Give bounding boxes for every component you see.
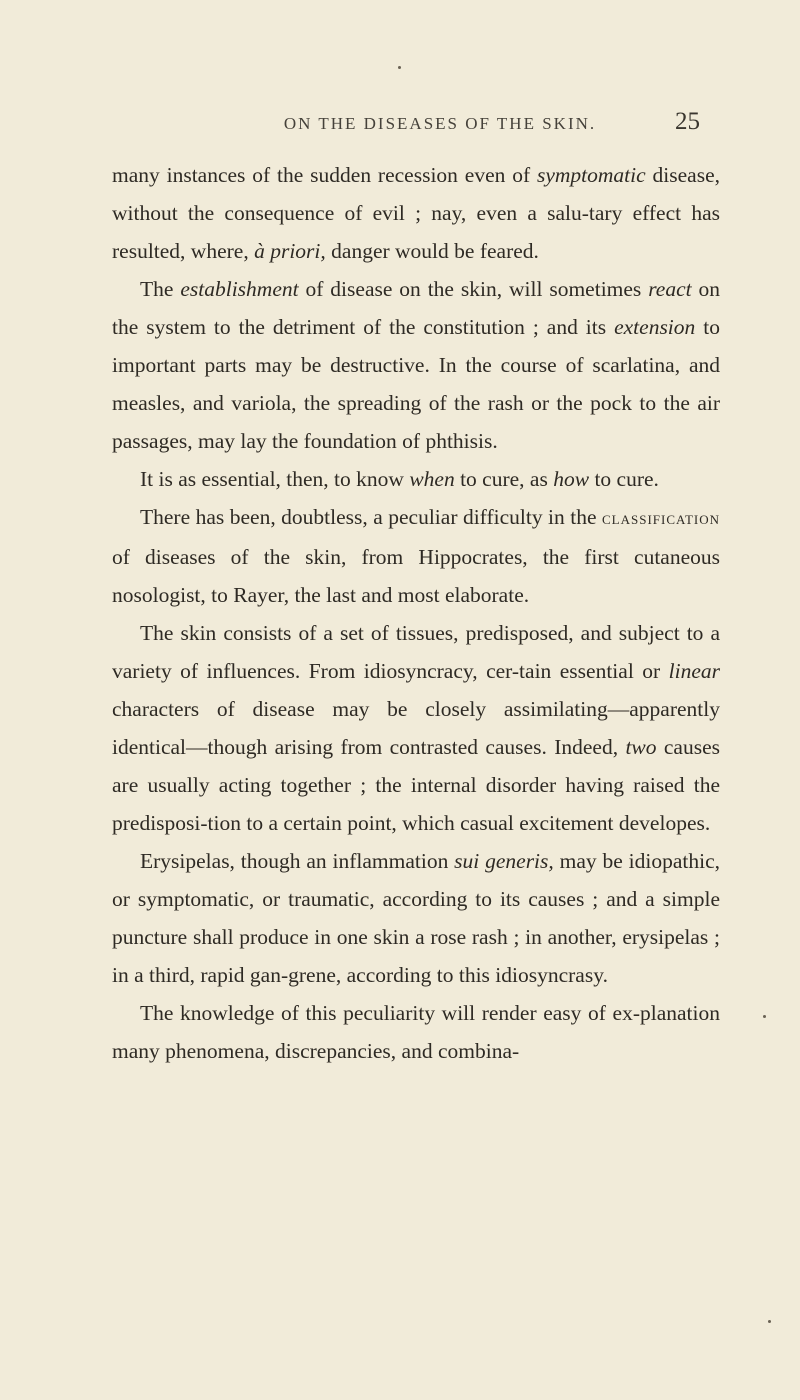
text-run: to cure. [589,467,659,491]
text-run: It is as essential, then, to know [140,467,410,491]
italic-text: when [409,467,455,491]
italic-text: two [625,735,657,759]
text-run: characters of disease may be closely assimilating—apparently identical—though arising from contrasted causes. Indeed, [112,697,720,759]
paragraph [112,156,720,270]
text-run: There has been, doubtless, a peculiar difficulty in the [140,505,602,529]
running-head [0,108,800,144]
paragraph [112,994,720,1070]
italic-text: linear [668,659,720,683]
paragraph [112,460,720,498]
text-run: The knowledge of this peculiarity will render easy of ex-planation many phenomena, discrepancies, and combina- [112,1001,720,1063]
italic-text: extension [614,315,696,339]
text-run: many instances of the sudden recession even of [112,163,537,187]
print-speck [398,66,401,69]
paragraph [112,614,720,842]
text-run: The [140,277,181,301]
running-head-title: ON THE DISEASES OF THE SKIN. [283,114,597,133]
text-run: disease, without the consequence of evil ; nay, even a salu-tary effect has resulted, where, [112,163,720,263]
paragraph [112,498,720,614]
text-run: causes are usually acting together ; the internal disorder having raised the predisposi-tion to a certain point, which casual excitement developes. [112,735,720,835]
italic-text: sui generis, [454,849,554,873]
italic-text: symptomatic [536,163,646,187]
text-run: Erysipelas, though an inflammation [140,849,455,873]
italic-text: establishment [180,277,299,301]
text-run: of diseases of the skin, from Hippocrates, the first cutaneous nosologist, to Rayer, the last and most elaborate. [112,545,720,607]
body-text [112,156,720,1070]
text-run: The skin consists of a set of tissues, predisposed, and subject to a variety of influences. From idiosyncracy, cer-tain essential or [112,621,720,683]
text-run: may be idiopathic, or symptomatic, or traumatic, according to its causes ; and a simple puncture shall produce in one skin a rose rash ; in another, erysipelas ; in a third, rapid gan-grene, according to this idiosyncrasy. [112,849,720,987]
text-run: on the system to the detriment of the constitution ; and its [112,277,721,339]
print-speck [763,1015,766,1018]
print-speck [768,1320,771,1323]
text-run: danger would be feared. [325,239,539,263]
page-number: 25 [675,108,700,135]
text-run: to important parts may be destructive. In the course of scarlatina, and measles, and variola, the spreading of the rash or the pock to the air passages, may lay the foundation of phthisis. [112,315,720,453]
paragraph [112,270,720,460]
italic-text: à priori, [254,239,326,263]
text-run: of disease on the skin, will sometimes [298,277,649,301]
text-run: to cure, as [454,467,554,491]
smallcaps-text: classification [601,508,720,529]
italic-text: react [648,277,692,301]
paragraph [112,842,720,994]
italic-text: how [553,467,590,491]
